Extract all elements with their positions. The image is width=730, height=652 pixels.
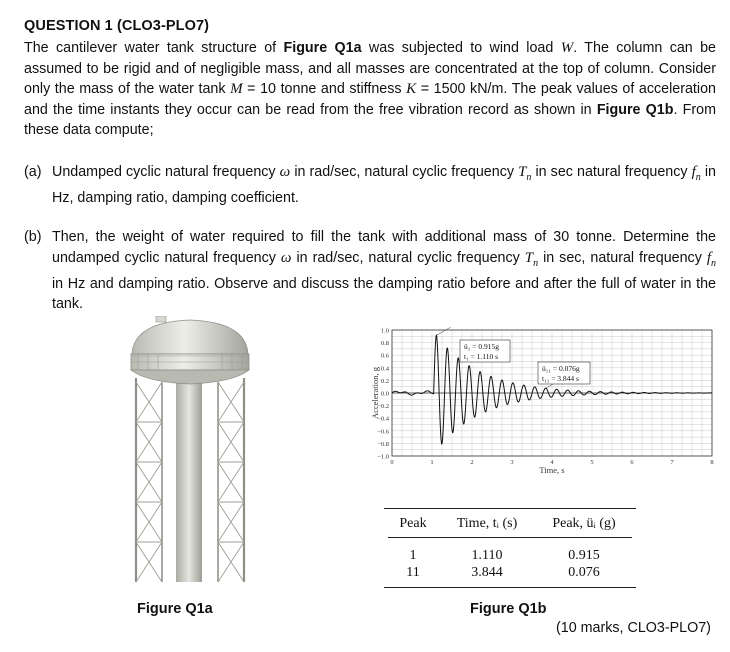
x-tick-label: 2 (470, 459, 474, 466)
symbol-w: W (560, 40, 574, 56)
y-tick-label: 0.2 (380, 377, 389, 385)
part-a (24, 162, 716, 209)
annotation-peak-11-accel: ü₁₁ = 0.076g (542, 364, 580, 373)
subscript-n: n (695, 171, 701, 183)
x-tick-label: 4 (550, 459, 554, 466)
symbol-t: T (524, 249, 534, 266)
y-tick-label: −1.0 (377, 453, 389, 461)
intro-text-1: The cantilever water tank structure of (24, 40, 284, 56)
question-intro (24, 38, 716, 141)
annotation-peak-1-accel: ü₁ = 0.915g (464, 342, 499, 351)
table-row (384, 538, 636, 564)
header-peak: Peak (399, 516, 427, 531)
tank-vent (156, 316, 166, 322)
water-tank-illustration (126, 316, 254, 582)
symbol-f: f (691, 164, 696, 180)
marks-label: (10 marks, CLO3-PLO7) (556, 620, 711, 636)
y-tick-label: 1.0 (380, 327, 389, 335)
y-tick-label: 0.4 (380, 365, 389, 373)
part-b-text-4: in Hz and damping ratio. Observe and discuss the damping ratio before and after the full of water in the tank. (52, 275, 716, 313)
y-tick-label: 0.8 (380, 340, 389, 348)
cell-peak: 1 (409, 548, 417, 563)
figure-b-caption: Figure Q1b (470, 601, 547, 617)
y-tick-label: 0.0 (380, 390, 389, 398)
peak-marker-1 (436, 327, 450, 335)
intro-text-6: . From these data compute; (24, 101, 716, 138)
part-b-text-2: in rad/sec, natural cyclic frequency (291, 249, 525, 266)
intro-text-2: was subjected to wind load (361, 40, 561, 56)
y-tick-label: −0.6 (377, 428, 389, 436)
part-b-text (52, 227, 716, 315)
table-row (384, 564, 636, 587)
part-b-text-1: Then, the weight of water required to fill the tank with additional mass of 30 tonne. Determine the undamped cyclic natural frequency (52, 229, 716, 266)
acceleration-chart (360, 326, 725, 476)
part-a-text (52, 162, 716, 209)
annotation-peak-11-time: t₁₁ = 3.844 s (542, 374, 579, 383)
part-b-label: (b) (24, 229, 42, 245)
x-tick-label: 0 (390, 459, 394, 466)
cell-time: 3.844 (471, 565, 503, 580)
symbol-t: T (518, 164, 527, 180)
intro-text-5: = 1500 kN/m. The peak values of acceleration and the time instants they occur can be read from the free vibration record as shown in (24, 81, 716, 118)
symbol-omega: ω (279, 164, 291, 180)
peak-table (384, 508, 636, 588)
part-b-text-3: in sec, natural frequency (538, 249, 707, 266)
intro-text-3: . The column can be assumed to be rigid and of negligible mass, and all masses are concentrated at the top of column. Consider only the mass of the water tank (24, 40, 716, 97)
tank-column (176, 378, 202, 582)
annotation-peak-1-time: t₁ = 1.110 s (464, 352, 499, 361)
table-header-row (384, 509, 636, 537)
y-tick-label: −0.2 (377, 403, 389, 411)
subscript-n: n (711, 257, 716, 269)
cell-accel: 0.076 (568, 565, 600, 580)
intro-text-4: = 10 tonne and stiffness (242, 81, 407, 97)
part-a-label: (a) (24, 164, 42, 180)
y-tick-label: 0.6 (380, 352, 389, 360)
cell-accel: 0.915 (568, 548, 600, 563)
tank-bottom (131, 370, 249, 384)
table-bottom-rule (384, 587, 636, 588)
x-axis-label: Time, s (539, 465, 565, 475)
part-a-text-4: in Hz, damping ratio, damping coefficient. (52, 164, 716, 207)
x-tick-label: 8 (710, 459, 714, 466)
figure-a-caption: Figure Q1a (137, 601, 213, 617)
header-time: Time, tᵢ (s) (456, 516, 518, 531)
subscript-n: n (526, 171, 532, 183)
x-tick-label: 6 (630, 459, 634, 466)
part-a-text-2: in rad/sec, natural cyclic frequency (290, 164, 519, 180)
figure-b-reference: Figure Q1b (596, 101, 674, 118)
question-title: QUESTION 1 (CLO3-PLO7) (24, 18, 210, 34)
y-axis-label: Acceleration, g (370, 367, 380, 419)
header-accel: Peak, üᵢ (g) (552, 516, 616, 531)
y-tick-label: −0.8 (377, 440, 389, 448)
part-b (24, 227, 716, 315)
y-tick-label: −0.4 (377, 415, 389, 423)
symbol-m: M (230, 81, 243, 97)
x-tick-label: 1 (430, 459, 434, 466)
tank-dome (132, 320, 248, 354)
subscript-n: n (533, 257, 539, 269)
x-tick-label: 7 (670, 459, 674, 466)
symbol-f: f (706, 249, 711, 266)
symbol-omega: ω (280, 249, 292, 266)
figure-a-reference: Figure Q1a (283, 40, 362, 56)
cell-peak: 11 (406, 565, 420, 580)
part-a-text-1: Undamped cyclic natural frequency (52, 164, 280, 180)
x-tick-label: 5 (590, 459, 594, 466)
part-a-text-3: in sec natural frequency (531, 164, 692, 180)
cell-time: 1.110 (471, 548, 503, 563)
x-tick-label: 3 (510, 459, 514, 466)
symbol-k: K (406, 81, 417, 97)
